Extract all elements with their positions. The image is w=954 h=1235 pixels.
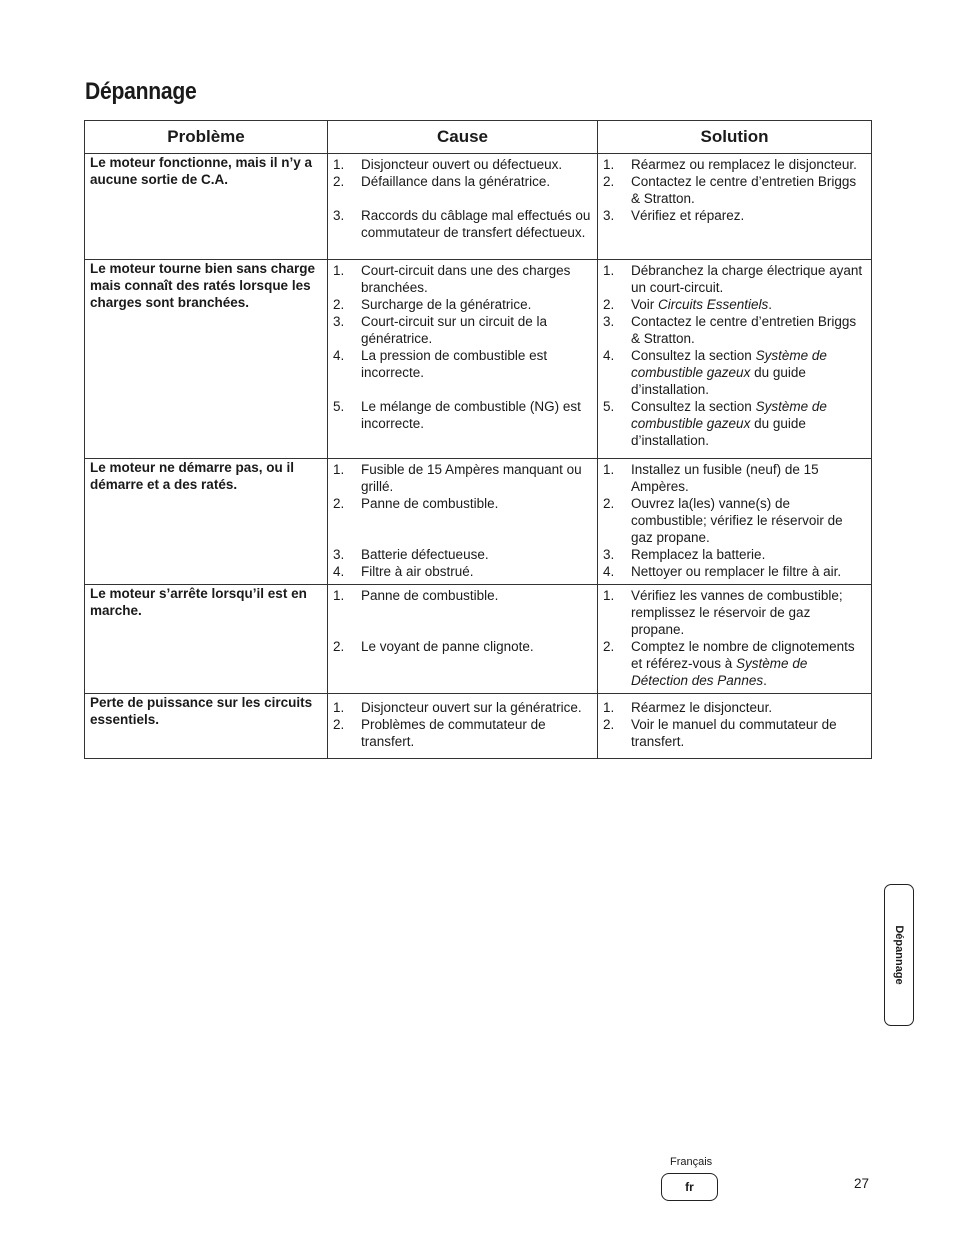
table-row bbox=[85, 154, 872, 260]
side-tab-label: Dépannage bbox=[893, 925, 905, 985]
list-item: 1. Réarmez le disjoncteur. bbox=[603, 700, 773, 715]
list-item: 2. Contactez le centre d’entretien Briggs & Stratton. bbox=[603, 174, 857, 206]
page-number: 27 bbox=[854, 1176, 870, 1191]
cause-cell bbox=[328, 585, 598, 694]
list-item: 1. Court-circuit dans une des charges branchées. bbox=[333, 263, 571, 295]
list-item: 5. Le mélange de combustible (NG) est incorrecte. bbox=[333, 399, 581, 431]
list-item: 1. Disjoncteur ouvert ou défectueux. bbox=[333, 157, 563, 172]
list-item: 2. Ouvrez la(les) vanne(s) de combustible; vérifiez le réservoir de gaz propane. bbox=[603, 496, 843, 545]
table-row bbox=[85, 459, 872, 585]
list-item: 1. Réarmez ou remplacez le disjoncteur. bbox=[603, 157, 857, 172]
problem-cell: Le moteur tourne bien sans charge mais connaît des ratés lorsque les charges sont branchées. bbox=[85, 260, 328, 459]
cause-cell bbox=[328, 154, 598, 260]
list-item: 1. Disjoncteur ouvert sur la génératrice. bbox=[333, 700, 582, 715]
list-item: 2. Voir le manuel du commutateur de transfert. bbox=[603, 717, 837, 749]
troubleshooting-table bbox=[84, 120, 872, 759]
problem-cell: Le moteur fonctionne, mais il n’y a aucune sortie de C.A. bbox=[85, 154, 328, 260]
header-solution: Solution bbox=[598, 121, 872, 154]
solution-cell bbox=[598, 585, 872, 694]
list-item: 1. Panne de combustible. bbox=[333, 588, 499, 603]
list-item: 3. Batterie défectueuse. bbox=[333, 547, 489, 562]
list-item: 2. Panne de combustible. bbox=[333, 496, 499, 511]
list-item: 2. Surcharge de la génératrice. bbox=[333, 297, 532, 312]
list-item: 2. Problèmes de commutateur de transfert. bbox=[333, 717, 546, 749]
problem-cell: Le moteur ne démarre pas, ou il démarre et a des ratés. bbox=[85, 459, 328, 585]
problem-cell: Le moteur s’arrête lorsqu’il est en marche. bbox=[85, 585, 328, 694]
list-item: 1. Installez un fusible (neuf) de 15 Ampères. bbox=[603, 462, 819, 494]
header-problem: Problème bbox=[85, 121, 328, 154]
cause-cell bbox=[328, 260, 598, 459]
list-item: 1. Vérifiez les vannes de combustible; remplissez le réservoir de gaz propane. bbox=[603, 588, 843, 637]
problem-cell: Perte de puissance sur les circuits essentiels. bbox=[85, 694, 328, 759]
language-label: Français bbox=[670, 1156, 713, 1168]
list-item: 2. Comptez le nombre de clignotements et référez-vous à Système de Détection des Pannes. bbox=[603, 639, 855, 688]
list-item: 2. Le voyant de panne clignote. bbox=[333, 639, 534, 654]
list-item: 2. Voir Circuits Essentiels. bbox=[603, 297, 773, 312]
cause-cell bbox=[328, 459, 598, 585]
list-item: 4. Nettoyer ou remplacer le filtre à air. bbox=[603, 564, 842, 579]
solution-cell bbox=[598, 694, 872, 759]
list-item: 3. Contactez le centre d’entretien Briggs & Stratton. bbox=[603, 314, 857, 346]
cause-cell bbox=[328, 694, 598, 759]
list-item: 3. Remplacez la batterie. bbox=[603, 547, 766, 562]
list-item: 3. Raccords du câblage mal effectués ou commutateur de transfert défectueux. bbox=[333, 208, 591, 240]
table-header-row bbox=[85, 121, 872, 154]
header-cause: Cause bbox=[328, 121, 598, 154]
table-row bbox=[85, 585, 872, 694]
table-row bbox=[85, 260, 872, 459]
list-item: 4. Filtre à air obstrué. bbox=[333, 564, 474, 579]
table-row bbox=[85, 694, 872, 759]
list-item: 3. Court-circuit sur un circuit de la génératrice. bbox=[333, 314, 548, 346]
solution-cell bbox=[598, 260, 872, 459]
list-item: 3. Vérifiez et réparez. bbox=[603, 208, 745, 223]
list-item: 5. Consultez la section Système de combustible gazeux du guide d’installation. bbox=[603, 399, 827, 448]
list-item: 1. Fusible de 15 Ampères manquant ou grillé. bbox=[333, 462, 582, 494]
language-badge: fr bbox=[661, 1173, 718, 1201]
list-item: 2. Défaillance dans la génératrice. bbox=[333, 174, 551, 189]
list-item: 4. La pression de combustible est incorrecte. bbox=[333, 348, 548, 380]
section-side-tab bbox=[884, 884, 914, 1026]
solution-cell bbox=[598, 459, 872, 585]
solution-cell bbox=[598, 154, 872, 260]
list-item: 4. Consultez la section Système de combustible gazeux du guide d’installation. bbox=[603, 348, 827, 397]
list-item: 1. Débranchez la charge électrique ayant un court-circuit. bbox=[603, 263, 863, 295]
page-title: Dépannage bbox=[85, 78, 197, 105]
